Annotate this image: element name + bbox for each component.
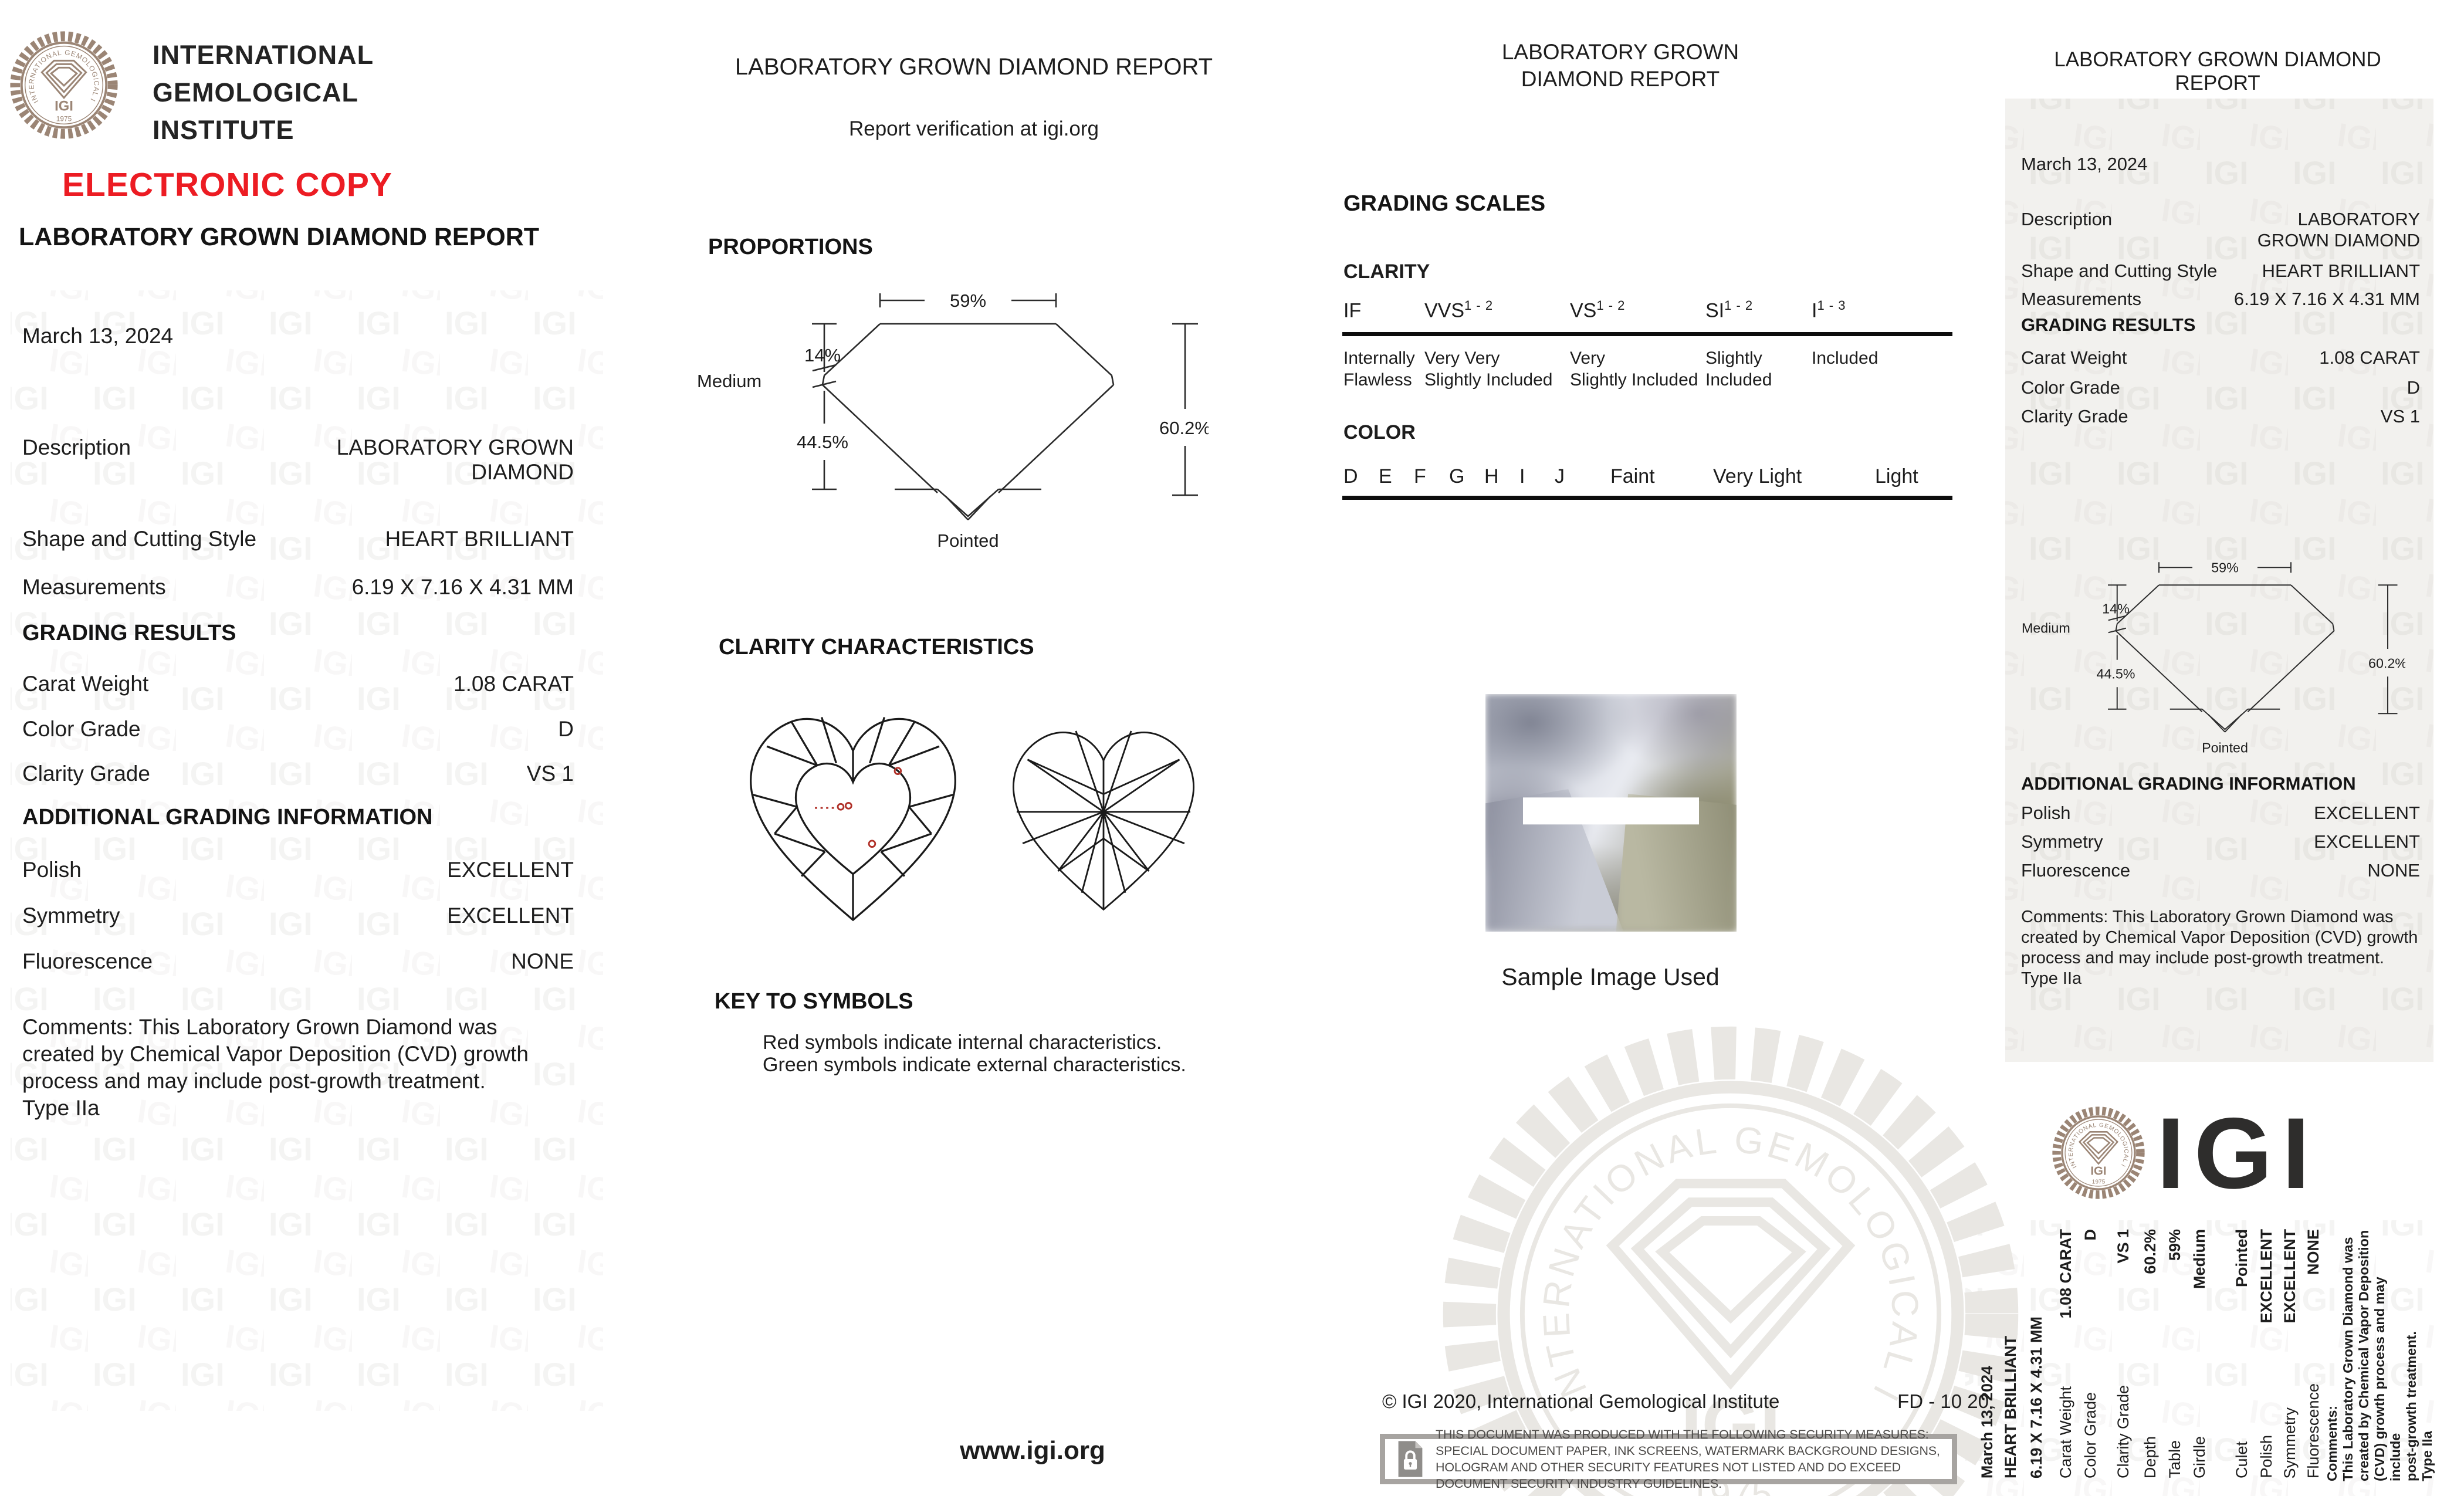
comments-line1: Comments: This Laboratory Grown Diamond was [22,1015,497,1039]
right-color-value: D [2407,377,2420,398]
clarity-scale-heading: CLARITY [1343,260,1430,283]
comments-line2: created by Chemical Vapor Deposition (CVD) growth [22,1042,529,1066]
color-category-very-light: Very Light [1713,465,1802,488]
fluorescence-label: Fluorescence [22,949,153,973]
right-comments-paragraph: Comments: This Laboratory Grown Diamond was created by Chemical Vapor Deposition (CVD) growth process and may include post-growth treatment. Type IIa [2021,908,2418,988]
right-fluorescence-label: Fluorescence [2021,860,2131,881]
stub-comments: Comments: This Laboratory Grown Diamond was created by Chemical Vapor Deposition (CVD) growth process and may include post-growth treatment. Type IIa [2324,1230,2435,1481]
clarity-grade-i: $I^{1 - 3}$ [1812,298,1846,322]
color-scale-line [1342,496,1952,500]
right-clarity-value: VS 1 [2380,406,2420,427]
polish-row [22,858,574,882]
right-symmetry-value: EXCELLENT [2314,831,2420,852]
color-letter-i: I [1519,465,1525,488]
clarity-grade-vvs: VVS$^{1 - 2}$ [1424,298,1494,322]
stub-color-column: D Color Grade [2081,1229,2099,1478]
stub-date: March 13, 2024 [1978,1365,1996,1478]
right-carat-label: Carat Weight [2021,347,2127,368]
shape-label: Shape and Cutting Style [22,527,257,551]
clarity-grade-vs: VS$^{1 - 2}$ [1570,298,1626,322]
measurements-row [22,575,574,600]
copyright-line: © IGI 2020, International Gemological Institute [1382,1390,1780,1412]
key-red-line: Red symbols indicate internal characteristics. [763,1031,1162,1054]
seal-watermark [1420,1003,2042,1496]
stub-girdle-column: Medium Girdle [2191,1229,2208,1478]
igi-seal-logo [6,27,122,143]
comments-line4: Type IIa [22,1096,100,1120]
right-description-label: Description [2021,209,2113,229]
clarity-grade-si: SI$^{1 - 2}$ [1705,298,1754,322]
color-letter-h: H [1484,465,1499,488]
color-label: Color Grade [22,717,141,741]
fluorescence-row [22,949,574,974]
stub-culet-column: Pointed Culet [2233,1229,2250,1478]
right-description-row [2021,209,2420,251]
stub-measurements: 6.19 X 7.16 X 4.31 MM [2028,1316,2045,1478]
clarity-desc-vs: Very Slightly Included [1570,348,1698,390]
shape-value: HEART BRILLIANT [385,527,574,551]
center-report-title: LABORATORY GROWN DIAMOND REPORT [735,54,1213,80]
right-shape-label: Shape and Cutting Style [2021,260,2218,281]
clarity-grade-if: IF [1343,299,1362,322]
fluorescence-value: NONE [511,949,574,973]
proportions-diagram [692,289,1209,553]
comments-line3: process and may include post-growth treatment. [22,1069,486,1093]
key-green-line: Green symbols indicate external characteristics. [763,1054,1186,1076]
symmetry-label: Symmetry [22,903,120,928]
polish-value: EXCELLENT [447,858,574,882]
heart-crown-diagram [726,699,980,946]
description-row [22,435,574,485]
form-code: FD - 10 20 [1897,1390,1989,1412]
stub-measurements-column [2028,1229,2046,1478]
clarity-desc-si: Slightly Included [1705,348,1772,390]
heart-pavilion-diagram [995,704,1212,943]
right-symmetry-label: Symmetry [2021,831,2103,852]
lock-document-icon [1385,1439,1436,1479]
org-name-line2: GEMOLOGICAL [153,77,358,107]
shape-row [22,527,574,551]
right-polish-label: Polish [2021,803,2071,823]
scales-title-line2: DIAMOND REPORT [1521,67,1720,91]
stub-depth-column: 60.2% Depth [2141,1229,2159,1478]
stub-symmetry-column: EXCELLENT Symmetry [2281,1229,2299,1478]
color-category-faint: Faint [1610,465,1655,488]
grading-results-heading: GRADING RESULTS [22,621,236,645]
clarity-scale-line [1342,332,1952,336]
stub-carat-column: 1.08 CARAT Carat Weight [2057,1229,2074,1478]
description-value: LABORATORY GROWN DIAMOND [336,435,574,484]
right-shape-row [2021,260,2420,282]
clarity-value: VS 1 [526,761,574,786]
right-measurements-label: Measurements [2021,289,2142,309]
right-fluorescence-value: NONE [2367,860,2420,881]
stub-table-column: 59% Table [2166,1229,2184,1478]
measurements-value: 6.19 X 7.16 X 4.31 MM [351,575,574,599]
color-letter-e: E [1379,465,1392,488]
color-letter-g: G [1449,465,1465,488]
proportions-heading: PROPORTIONS [708,235,873,259]
right-carat-row [2021,347,2420,368]
color-row [22,717,574,742]
key-to-symbols-heading: KEY TO SYMBOLS [715,989,913,1014]
clarity-row [22,761,574,786]
symmetry-row [22,903,574,928]
clarity-desc-i: Included [1812,348,1879,368]
color-letter-j: J [1555,465,1565,488]
comments-paragraph [22,1014,539,1122]
right-color-label: Color Grade [2021,377,2120,398]
right-color-row [2021,377,2420,398]
carat-row [22,672,574,696]
stub-shape: HEART BRILLIANT [2002,1336,2019,1478]
stub-date-column [1978,1229,1996,1478]
right-proportions-diagram [2018,559,2405,757]
security-notice-text: THIS DOCUMENT WAS PRODUCED WITH THE FOLLOWING SECURITY MEASURES: SPECIAL DOCUMENT PAPER, INK SCREENS, WATERMARK BACKGROUND DESIGNS, HOLOGRAM AND OTHER SECURITY FEATURES NOT LISTED AND DO EXCEED DOCUMENT SECURITY INDUSTRY GUIDELINES. [1436,1427,1940,1491]
measurements-label: Measurements [22,575,166,599]
polish-label: Polish [22,858,82,882]
color-category-light: Light [1875,465,1918,488]
right-panel-date: March 13, 2024 [2021,154,2148,174]
scales-panel-title [1439,39,1802,93]
carat-value: 1.08 CARAT [453,672,574,696]
description-label: Description [22,435,131,459]
clarity-desc-vvs: Very Very Slightly Included [1424,348,1553,390]
report-verification-note: Report verification at igi.org [848,117,1099,140]
right-polish-value: EXCELLENT [2314,803,2420,823]
sample-inscription-photo [1485,694,1737,932]
right-grading-results-heading: GRADING RESULTS [2021,314,2196,335]
right-clarity-label: Clarity Grade [2021,406,2128,427]
stub-polish-column: EXCELLENT Polish [2257,1229,2275,1478]
org-name-line1: INTERNATIONAL [153,40,374,70]
website-url: www.igi.org [960,1436,1105,1465]
org-name [153,36,374,149]
key-to-symbols-text [763,1031,1186,1076]
right-additional-heading: ADDITIONAL GRADING INFORMATION [2021,773,2356,794]
inscription-blank-area [1523,797,1699,824]
color-letter-d: D [1343,465,1358,488]
grading-scales-heading: GRADING SCALES [1343,191,1546,216]
igi-wordmark: IGI [2157,1097,2320,1210]
right-carat-value: 1.08 CARAT [2319,347,2420,368]
right-fluorescence-row [2021,860,2420,881]
igi-seal-logo-bottom [2049,1103,2148,1203]
report-date: March 13, 2024 [22,324,174,348]
right-clarity-row [2021,406,2420,427]
right-polish-row [2021,803,2420,824]
color-value: D [558,717,574,741]
clarity-label: Clarity Grade [22,761,150,786]
stub-fluorescence-column: NONE Fluorescence [2304,1229,2322,1478]
color-letter-f: F [1414,465,1426,488]
report-title: LABORATORY GROWN DIAMOND REPORT [19,223,540,251]
right-panel-title: LABORATORY GROWN DIAMOND REPORT [2054,48,2381,94]
right-shape-value: HEART BRILLIANT [2262,260,2420,281]
sample-image-caption: Sample Image Used [1501,963,1720,990]
right-description-value: LABORATORY GROWN DIAMOND [2257,209,2420,251]
clarity-characteristics-heading: CLARITY CHARACTERISTICS [719,635,1034,659]
right-symmetry-row [2021,831,2420,852]
org-name-line3: INSTITUTE [153,115,295,145]
carat-label: Carat Weight [22,672,149,696]
stub-clarity-column: VS 1 Clarity Grade [2114,1229,2132,1478]
scales-title-line1: LABORATORY GROWN [1501,40,1739,64]
electronic-copy-label: ELECTRONIC COPY [62,166,392,204]
security-notice-box [1380,1427,1957,1491]
right-measurements-row [2021,289,2420,310]
stub-shape-column [2002,1229,2020,1478]
additional-grading-heading: ADDITIONAL GRADING INFORMATION [22,805,433,830]
color-scale-heading: COLOR [1343,421,1416,444]
clarity-desc-if: Internally Flawless [1343,348,1415,390]
right-measurements-value: 6.19 X 7.16 X 4.31 MM [2233,289,2420,309]
symmetry-value: EXCELLENT [447,903,574,928]
